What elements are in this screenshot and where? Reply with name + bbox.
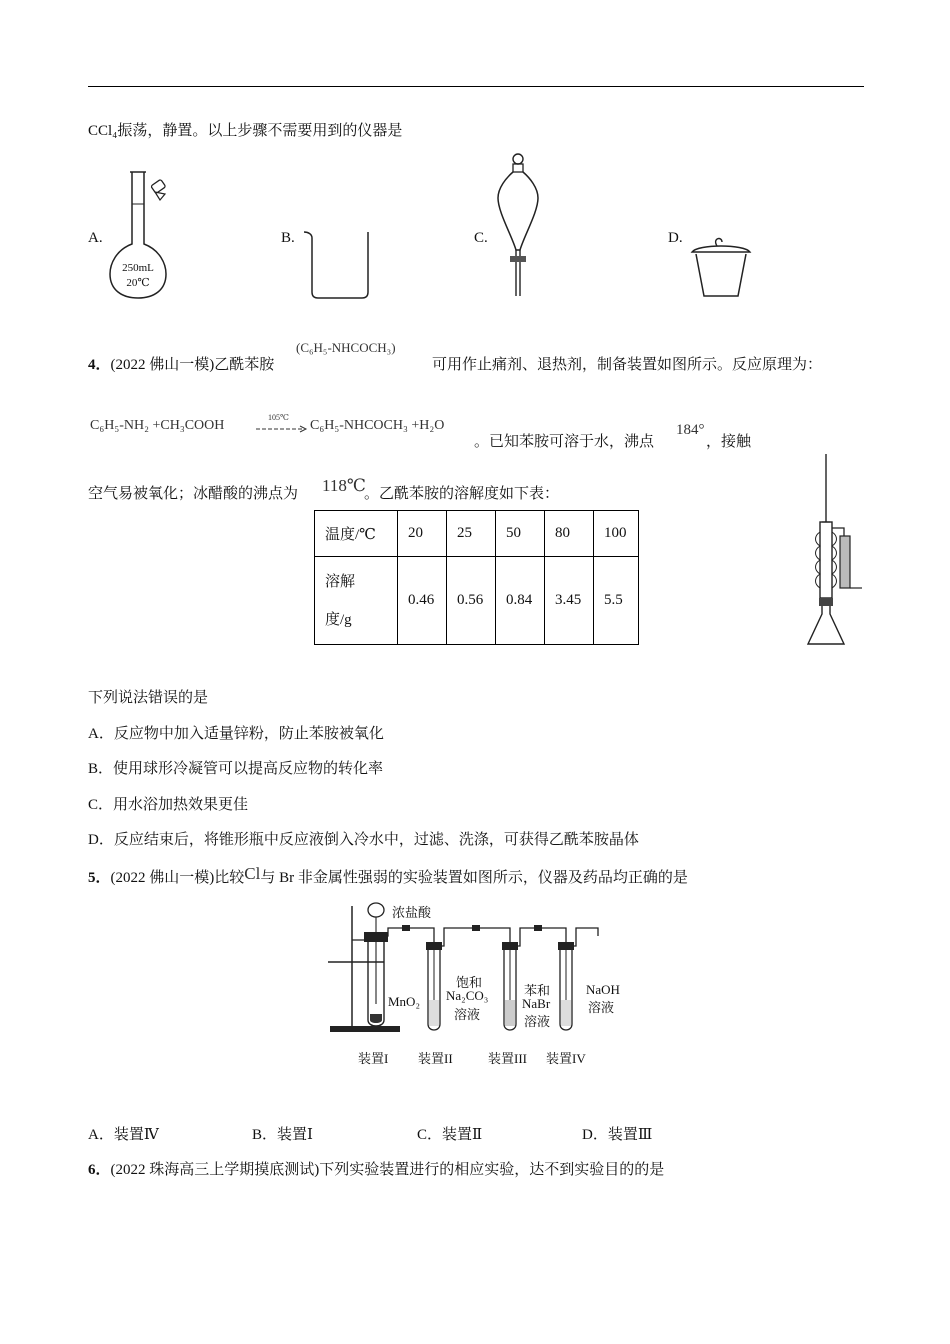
label-sat-2: Na₂CO₃ (446, 988, 489, 1003)
q5-option-c: C．装置Ⅱ (417, 1127, 483, 1143)
q4-number: 4． (88, 357, 111, 373)
q4-option-a: A．反应物中加入适量锌粉，防止苯胺被氧化 (88, 726, 384, 742)
reaction-right: C₆H₅-NHCOCH₃ +H₂O (310, 418, 445, 433)
q6-text: 下列实验装置进行的相应实验，达不到实验目的的是 (319, 1162, 665, 1178)
beaker-icon (302, 228, 372, 300)
q4-option-c: C．用水浴加热效果更佳 (88, 797, 249, 813)
q5-option-d: D．装置Ⅲ (582, 1127, 653, 1143)
separatory-funnel-icon (494, 152, 544, 302)
q3-option-b-letter: B. (281, 230, 295, 246)
q5-line (88, 864, 688, 887)
bp-acid: 118℃ (322, 476, 366, 495)
q5-text-a: 比较 (214, 870, 245, 886)
table-row-solubility (315, 557, 639, 645)
q5-number: 5． (88, 870, 111, 886)
q5-option-b: B．装置Ⅰ (252, 1127, 313, 1143)
q3-option-a-letter: A. (88, 230, 103, 246)
q4-formula-paren: (C₆H₅-NHCOCH₃) (296, 340, 396, 355)
label-conc-hcl: 浓盐酸 (392, 905, 432, 920)
reaction-left: C₆H₅-NH₂ +CH₃COOH (90, 418, 225, 433)
q5-cl: Cl (244, 864, 261, 883)
label-naoh-1: NaOH (586, 982, 620, 997)
q4-text-d: ，接触 (706, 434, 752, 450)
table-row-label (315, 557, 398, 645)
table-temp-cell: 100 (594, 511, 639, 557)
q5-text-b: 与 Br 非金属性强弱的实验装置如图所示，仪器及药品均正确的是 (260, 870, 688, 886)
table-temp-cell: 80 (545, 511, 594, 557)
q4-text-b: 可用作止痛剂、退热剂，制备装置如图所示。反应原理为： (432, 357, 823, 373)
table-value-cell: 3.45 (545, 557, 594, 645)
table-temp-cell: 20 (398, 511, 447, 557)
table-value-cell: 0.84 (496, 557, 545, 645)
table-row-temp (315, 511, 639, 557)
table-temp-cell: 50 (496, 511, 545, 557)
label-naoh-2: 溶液 (588, 1000, 615, 1015)
flask-label-volume: 250mL (122, 262, 154, 274)
q3-option-c-letter: C. (474, 230, 488, 246)
label-sat-1: 饱和 (456, 975, 483, 990)
q3-option-d-letter: D. (668, 230, 683, 246)
q4-text-c: 。已知苯胺可溶于水，沸点 (474, 434, 655, 450)
q5-option-a: A．装置Ⅳ (88, 1127, 159, 1143)
flask-label-temp: 20℃ (126, 277, 150, 289)
table-value-cell: 5.5 (594, 557, 639, 645)
header-rule (88, 86, 864, 87)
q6-number: 6． (88, 1162, 111, 1178)
table-temp-cell: 25 (447, 511, 496, 557)
q6-line (88, 1158, 664, 1179)
bp-aniline: 184° (676, 422, 705, 438)
label-benz-3: 溶液 (524, 1014, 551, 1029)
q4-text-f: 。乙酰苯胺的溶解度如下表： (364, 486, 560, 502)
label-device-3: 装置III (488, 1051, 527, 1066)
row-label-line-1: 溶解 (325, 573, 356, 590)
crucible-icon (690, 234, 752, 300)
table-header-label: 温度/℃ (315, 511, 398, 557)
reaction-condition: 105℃ (268, 413, 289, 422)
q6-source: (2022 珠海高三上学期摸底测试) (110, 1162, 320, 1178)
q4-option-d: D．反应结束后，将锥形瓶中反应液倒入冷水中，过滤、洗涤，可获得乙酰苯胺晶体 (88, 832, 639, 848)
reflux-apparatus-icon (804, 452, 868, 648)
q4-source: (2022 佛山一模) (110, 357, 215, 373)
row-label-line-2: 度/g (325, 611, 352, 628)
label-device-4: 装置IV (546, 1051, 586, 1066)
reaction-arrow-icon (256, 426, 308, 432)
label-benz-1: 苯和 (524, 983, 551, 998)
q4-text-a: 乙酰苯胺 (214, 357, 275, 373)
table-value-cell: 0.56 (447, 557, 496, 645)
q4-text-e: 空气易被氧化；冰醋酸的沸点为 (88, 486, 299, 502)
table-value-cell: 0.46 (398, 557, 447, 645)
q4-line-1 (88, 353, 274, 374)
q5-source: (2022 佛山一模) (110, 870, 215, 886)
label-mno2: MnO₂ (388, 994, 420, 1009)
q4-stem: 下列说法错误的是 (88, 690, 209, 706)
label-benz-2: NaBr (522, 996, 551, 1011)
label-device-2: 装置II (418, 1051, 453, 1066)
q4-option-b: B．使用球形冷凝管可以提高反应物的转化率 (88, 761, 384, 777)
label-device-1: 装置I (358, 1051, 389, 1066)
label-sat-3: 溶液 (454, 1007, 481, 1022)
solubility-table (314, 510, 639, 645)
q3-continuation: CCl₄振荡，静置。以上步骤不需要用到的仪器是 (88, 123, 403, 139)
